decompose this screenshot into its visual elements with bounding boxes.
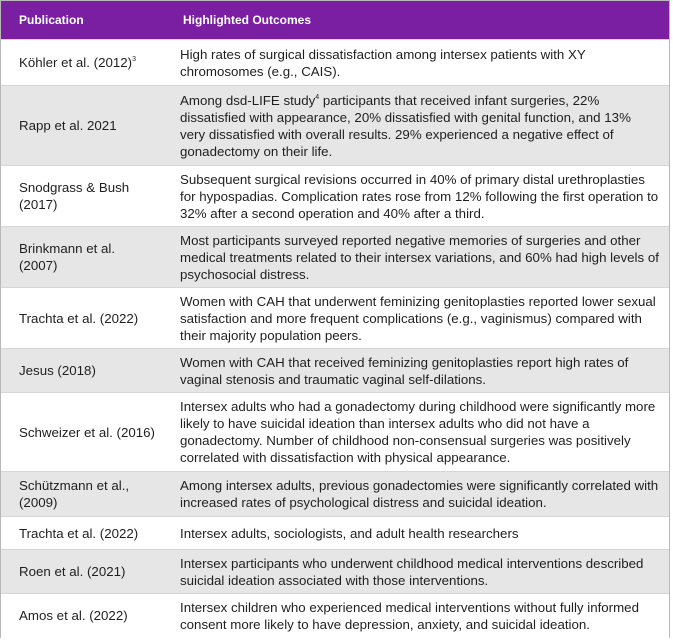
outcome-cell: Among intersex adults, previous gonadectomies were significantly correlated with increased rates of psychological distress and suicidal ideation. <box>163 472 669 517</box>
outcome-cell: Intersex adults, sociologists, and adult health researchers <box>163 517 669 550</box>
publication-cell: Schützmann et al., (2009) <box>1 472 163 517</box>
table-row <box>1 166 669 227</box>
outcome-cell: Subsequent surgical revisions occurred in 40% of primary distal urethroplasties for hypospadias. Complication rates rose from 12% following the first operation to 32% after a second operation and 40% after a third. <box>163 166 669 227</box>
table-row <box>1 40 669 86</box>
footnote-ref: 4 <box>315 93 320 101</box>
outcome-cell: High rates of surgical dissatisfaction among intersex patients with XY chromosomes (e.g., CAIS). <box>163 40 669 86</box>
header-publication: Publication <box>1 1 163 40</box>
publication-cell: Trachta et al. (2022) <box>1 288 163 349</box>
publication-cell: Trachta et al. (2022) <box>1 517 163 550</box>
outcome-cell: Women with CAH that received feminizing genitoplasties report high rates of vaginal stenosis and traumatic vaginal self-dilations. <box>163 349 669 393</box>
publication-cell: Snodgrass & Bush (2017) <box>1 166 163 227</box>
publication-cell: Jesus (2018) <box>1 349 163 393</box>
header-row <box>1 1 669 40</box>
table-row <box>1 550 669 594</box>
table-body <box>1 40 669 638</box>
table-row <box>1 227 669 288</box>
table-row <box>1 86 669 166</box>
outcomes-table <box>1 1 669 638</box>
publication-cell: Schweizer et al. (2016) <box>1 393 163 472</box>
outcome-cell: Intersex adults who had a gonadectomy during childhood were significantly more likely to have suicidal ideation than intersex adults who did not have a gonadectomy. Number of childhood non-consensual surgeries was positively correlated with dissatisfaction with physical appearance. <box>163 393 669 472</box>
outcome-cell: Among dsd-LIFE study$^4$ participants that received infant surgeries, 22% dissatisfied with appearance, 20% dissatisfied with genital function, and 13% very dissatisfied with overall results. 29% experienced a negative effect of gonadectomy on their life. <box>163 86 669 166</box>
outcome-cell: Intersex children who experienced medical interventions without fully informed consent more likely to have depression, anxiety, and suicidal ideation. <box>163 594 669 638</box>
table-row <box>1 393 669 472</box>
publication-cell: Roen et al. (2021) <box>1 550 163 594</box>
table-header <box>1 1 669 40</box>
table-row <box>1 594 669 638</box>
table-row <box>1 517 669 550</box>
publication-cell: Brinkmann et al. (2007) <box>1 227 163 288</box>
publication-cell: Köhler et al. $(2012)^3$ <box>1 40 163 86</box>
outcome-cell: Women with CAH that underwent feminizing genitoplasties reported lower sexual satisfaction and more frequent complications (e.g., vaginismus) compared with their majority population peers. <box>163 288 669 349</box>
publication-cell: Amos et al. (2022) <box>1 594 163 638</box>
table-row <box>1 349 669 393</box>
header-highlighted-outcomes: Highlighted Outcomes <box>163 1 669 40</box>
publication-cell: Rapp et al. 2021 <box>1 86 163 166</box>
outcome-cell: Most participants surveyed reported negative memories of surgeries and other medical treatments related to their intersex variations, and 60% had high levels of psychosocial distress. <box>163 227 669 288</box>
table-row <box>1 472 669 517</box>
footnote-ref: 3 <box>132 56 136 63</box>
table-row <box>1 288 669 349</box>
outcome-cell: Intersex participants who underwent childhood medical interventions described suicidal ideation associated with those interventions. <box>163 550 669 594</box>
